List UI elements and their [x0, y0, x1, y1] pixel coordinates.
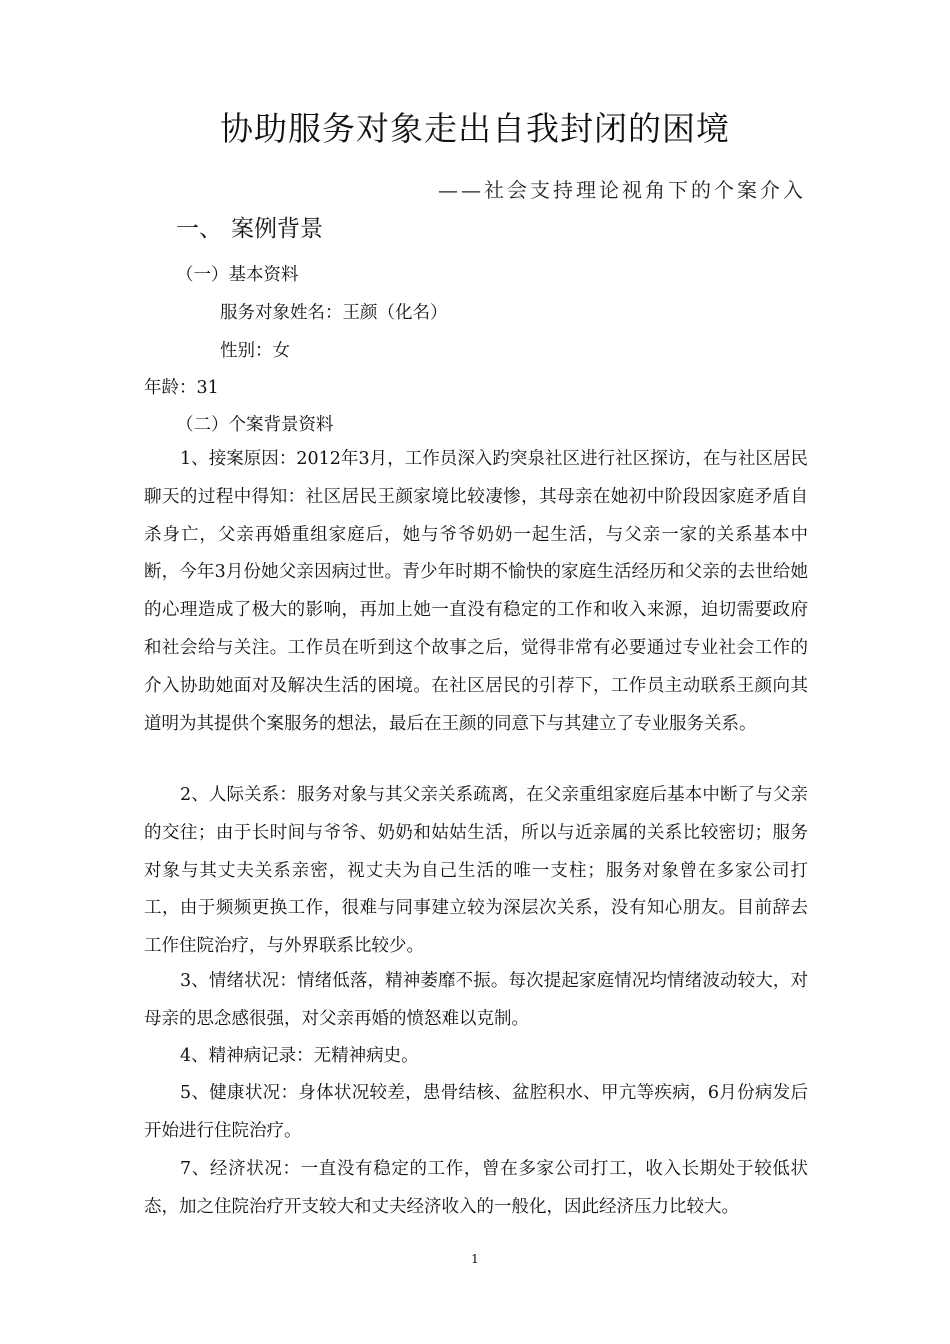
paragraph-relationships: 2、人际关系：服务对象与其父亲关系疏离，在父亲重组家庭后基本中断了与父亲的交往；由于长时间与爷爷、奶奶和姑姑生活，所以与近亲属的关系比较密切；服务对象与其丈夫关系亲密，视丈夫为自己生活的唯一支柱；服务对象曾在多家公司打工，由于频频更换工作，很难与同事建立较为深层次关系，没有知心朋友。目前辞去工作住院治疗，与外界联系比较少。 [144, 785, 808, 957]
section-heading [176, 210, 323, 243]
paragraph-health: 5、健康状况：身体状况较差，患骨结核、盆腔积水、甲亢等疾病，6月份病发后开始进行住院治疗。 [144, 1083, 808, 1141]
client-gender-line: 性别：女 [220, 341, 290, 361]
basic-info-heading: （一）基本资料 [176, 265, 299, 285]
case-background-heading: （二）个案背景资料 [176, 415, 334, 435]
page-number: 1 [471, 1252, 479, 1266]
section-number: 一、 [176, 216, 222, 242]
paragraph-emotions: 3、情绪状况：情绪低落，精神萎靡不振。每次提起家庭情况均情绪波动较大，对母亲的思念感很强，对父亲再婚的愤怒难以克制。 [144, 971, 808, 1029]
document-title: 协助服务对象走出自我封闭的困境 [220, 109, 730, 148]
paragraph-economic: 7、经济状况：一直没有稳定的工作，曾在多家公司打工，收入长期处于较低状态，加之住院治疗开支较大和丈夫经济收入的一般化，因此经济压力比较大。 [144, 1159, 808, 1217]
section-title: 案例背景 [231, 216, 323, 242]
paragraph-psychiatric-record: 4、精神病记录：无精神病史。 [180, 1046, 419, 1066]
client-age-line: 年龄：31 [144, 378, 219, 398]
document-subtitle: ——社会支持理论视角下的个案介入 [438, 178, 806, 202]
paragraph-intake-reason: 1、接案原因：2012年3月，工作员深入趵突泉社区进行社区探访，在与社区居民聊天的过程中得知：社区居民王颜家境比较凄惨，其母亲在她初中阶段因家庭矛盾自杀身亡，父亲再婚重组家庭后，她与爷爷奶奶一起生活，与父亲一家的关系基本中断，今年3月份她父亲因病过世。青少年时期不愉快的家庭生活经历和父亲的去世给她的心理造成了极大的影响，再加上她一直没有稳定的工作和收入来源，迫切需要政府和社会给与关注。工作员在听到这个故事之后，觉得非常有必要通过专业社会工作的介入协助她面对及解决生活的困境。在社区居民的引荐下，工作员主动联系王颜向其道明为其提供个案服务的想法，最后在王颜的同意下与其建立了专业服务关系。 [144, 449, 808, 734]
client-name-line: 服务对象姓名：王颜（化名） [220, 303, 448, 323]
